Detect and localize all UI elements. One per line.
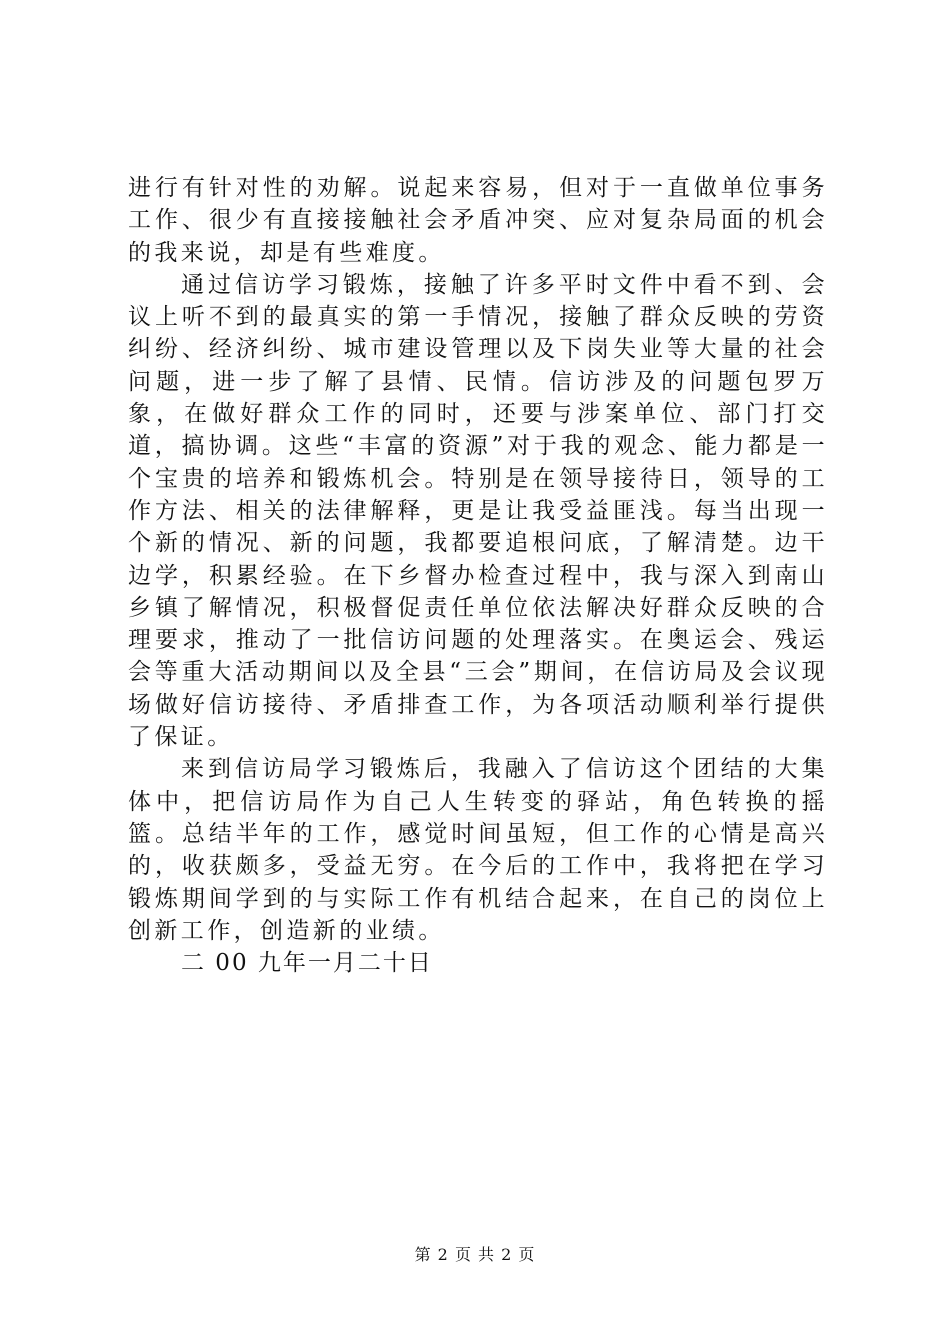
document-body	[128, 172, 828, 979]
paragraph-1: 进行有针对性的劝解。说起来容易，但对于一直做单位事务工作、很少有直接接触社会矛盾冲突、应对复杂局面的机会的我来说，却是有些难度。	[128, 175, 828, 266]
paragraph-2: 通过信访学习锻炼，接触了许多平时文件中看不到、会议上听不到的最真实的第一手情况，接触了群众反映的劳资纠纷、经济纠纷、城市建设管理以及下岗失业等大量的社会问题，进一步了解了县情、民情。信访涉及的问题包罗万象，在做好群众工作的同时，还要与涉案单位、部门打交道，搞协调。这些“丰富的资源”对于我的观念、能力都是一个宝贵的培养和锻炼机会。特别是在领导接待日，领导的工作方法、相关的法律解释，更是让我受益匪浅。每当出现一个新的情况、新的问题，我都要追根问底，了解清楚。边干边学，积累经验。在下乡督办检查过程中，我与深入到南山乡镇了解情况，积极督促责任单位依法解决好群众反映的合理要求，推动了一批信访问题的处理落实。在奥运会、残运会等重大活动期间以及全县“三会”期间，在信访局及会议现场做好信访接待、矛盾排查工作，为各项活动顺利举行提供了保证。	[128, 271, 828, 751]
signature-date: 二 00 九年一月二十日	[181, 950, 433, 977]
paragraph-3: 来到信访局学习锻炼后，我融入了信访这个团结的大集体中，把信访局作为自己人生转变的驿站，角色转换的摇篮。总结半年的工作，感觉时间虽短，但工作的心情是高兴的，收获颇多，受益无穷。在今后的工作中，我将把在学习锻炼期间学到的与实际工作有机结合起来，在自己的岗位上创新工作，创造新的业绩。	[128, 756, 828, 944]
page-footer: 第 2 页 共 2 页	[414, 1245, 536, 1264]
